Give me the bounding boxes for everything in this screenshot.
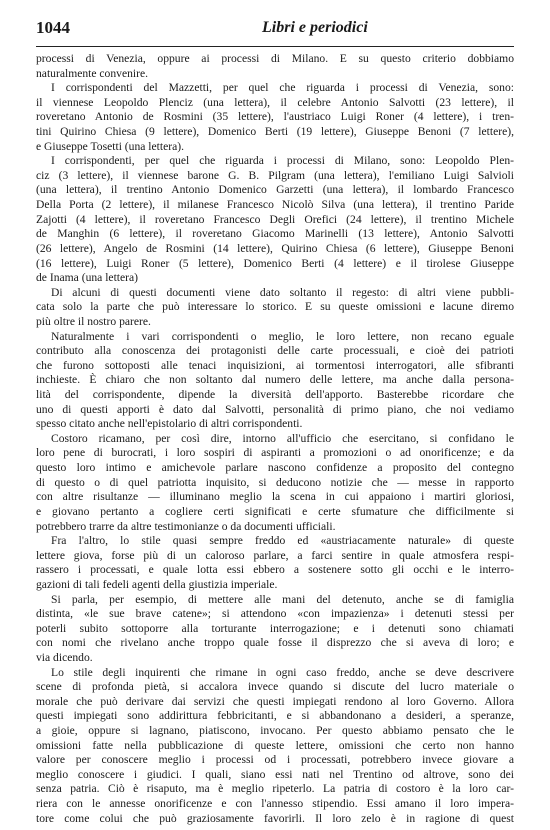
text-line: (16 lettere), Luigi Roner (5 lettere), Domenico Berti (4 lettere) e il tirolese Giuseppe [36,256,514,270]
text-line: Costoro ricamano, per così dire, intorno all'ufficio che esercitano, si confidano le [51,431,514,445]
text-line: Lo stile degli inquirenti che rimane in ogni caso freddo, anche se deve descrivere [51,665,514,679]
text-line: I corrispondenti, per quel che riguarda i processi di Milano, sono: Leopoldo Plen- [51,154,514,168]
text-line: scene di profonda pietà, si accalora invece quando si discute del lucro materiale o [36,680,514,694]
text-line: senza patria. Ciò è risaputo, ma è meglio ripeterlo. La patria di costoro è la loro car- [36,782,514,796]
text-line: riera con le annesse onorificenze e con l'annesso stipendio. Essi amano il loro impera- [36,797,514,811]
text-line: questi impiegati sono addirittura febbricitanti, e si abbandonano a desideri, a speranze, [36,709,514,723]
text-line: con nomi che rivelano anche troppo quale fosse il disprezzo che si aveva di loro; e [36,636,514,650]
text-line: e giovano pertanto a cogliere certi significati e certe sfumature che difficilmente si [36,504,514,518]
text-line: (una lettera), il trentino Antonio Domenico Garzetti (una lettera), il lombardo Francesco [36,183,514,197]
text-line: spesso citato anche nell'epistolario di altri corrispondenti. [36,417,303,431]
text-line: tore come colui che può graziosamente favorirli. Il loro zelo è in ragione di quest [36,811,514,825]
text-line: Zajotti (4 lettere), il roveretano Francesco Degli Orefici (24 lettere), il trentino Michele [36,212,514,226]
text-line: inchieste. È chiaro che non soltanto dal numero delle lettere, ma anche dalla persona- [36,373,514,387]
text-line: roveretano Antonio de Rosmini (35 lettere), l'austriaco Luigi Roner (4 lettere), i tren- [36,110,514,124]
text-line: de Manghin (6 lettere), il roveretano Giacomo Marinelli (13 lettere), Antonio Salvotti [36,227,514,241]
text-line: contributo alla conoscenza dei protagonisti delle carte processuali, e cioè dei patrioti [36,344,514,358]
text-line: via dicendo. [36,650,93,664]
text-line: potrebbero trarre da altre testimonianze o da documenti ufficiali. [36,519,336,533]
body-text [36,52,514,826]
text-line: I corrispondenti del Mazzetti, per quel che riguarda i processi di Venezia, sono: [51,81,514,95]
text-line: più oltre il nostro parere. [36,314,151,328]
text-line: uno di questi apporti è dato dal Salvotti, personalità di primo piano, che noi vediamo [36,402,514,416]
text-line: gazioni di tali fedeli agenti della giustizia imperiale. [36,577,278,591]
text-line: il viennese Leopoldo Plenciz (una lettera), il celebre Antonio Salvotti (23 lettere), il [36,95,514,109]
text-line: poterli subito sottoporre alla torturante interrogazione; e i detenuti sono chiamati [36,621,514,635]
running-title: Libri e periodici [262,19,368,36]
text-line: Di alcuni di questi documenti viene dato soltanto il regesto: di altri viene pubbli- [51,285,514,299]
text-line: valore per conoscere meglio i processi od i processati, potrebbero invece giovare a [36,753,514,767]
text-line: tini Quirino Chiesa (9 lettere), Domenico Berti (19 lettere), Giuseppe Benoni (7 lettere), [36,125,514,139]
text-line: lità del corrispondente, dipende la diversità dell'apporto. Basterebbe ricordare che [36,388,514,402]
page-header [36,18,514,42]
text-line: rassero i processati, e quale lotta essi ebbero a sostenere sotto gli occhi e le interro- [36,563,514,577]
text-line: cata solo la parte che può interessare lo storico. E su queste omissioni e lacune diremo [36,300,514,314]
text-line: Si parla, per esempio, di mettere alle mani del detenuto, anche se di famiglia [51,592,514,606]
text-line: (26 lettere), Angelo de Rosmini (14 lettere), Quirino Chiesa (6 lettere), Giuseppe Benoni [36,241,514,255]
text-line: morale che può derivare dai servizi che questi impiegati rendono al loro Governo. Allora [36,694,514,708]
text-line: meglio conoscere i giudici. I quali, siano essi nati nel Trentino od altrove, sono dei [36,767,514,781]
text-line: distinta, «le sue brave catene»; si attendono «con impazienza» i detenuti stessi per [36,607,514,621]
text-line: naturalmente convenire. [36,66,149,80]
text-line: di questo o di quel patriotta inquisito, si deducono notizie che — messe in rapporto [36,475,514,489]
text-line: Naturalmente i vari corrispondenti o meglio, le loro lettere, non recano eguale [51,329,514,343]
text-line: loro pene di burocrati, i loro sospiri di aspiranti a promozioni o ad onorificenze; e da [36,446,514,460]
text-line: che furono sottoposti alle tenaci inquisizioni, ai tormentosi interrogatori, alle sfibranti [36,358,514,372]
text-line: Della Porta (2 lettere), il milanese Francesco Nicolò Silva (una lettera), il trentino Paride [36,198,514,212]
text-line: ciz (3 lettere), il viennese barone G. B. Pilgram (una lettera), l'emiliano Luigi Salvioli [36,168,514,182]
header-rule [36,46,514,47]
page-number: 1044 [36,18,70,37]
text-line: a gioie, oppure si lagnano, piatiscono, invocano. Per questo abbiamo pensato che le [36,724,514,738]
text-line: con altre risultanze — illuminano meglio la scena in cui appaiono i martiri gloriosi, [36,490,514,504]
text-line: de Inama (una lettera) [36,271,139,285]
text-line: lettere giova, forse più di un caloroso parlare, a farci sentire in quale atmosfera respi- [36,548,514,562]
text-line: processi di Venezia, oppure ai processi di Milano. E su questo criterio dobbiamo [36,52,514,65]
text-line: e Giuseppe Tosetti (una lettera). [36,139,185,153]
text-line: questo loro intimo e amichevole parlare nascono confidenze a proposito del contegno [36,461,514,475]
text-line: Fra l'altro, lo stile quasi sempre freddo ed «austriacamente naturale» di queste [51,534,514,548]
text-line: omissioni fatte nella pubblicazione di queste lettere, omissioni che certo non hanno [36,738,514,752]
